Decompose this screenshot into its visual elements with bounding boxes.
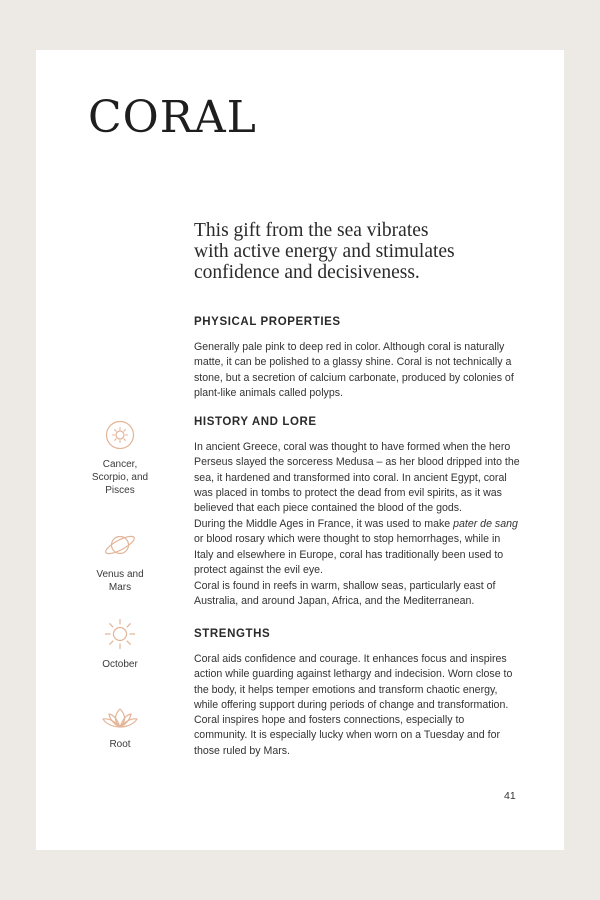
birth-month-info [88, 618, 152, 671]
chakra-info [88, 706, 152, 751]
zodiac-label [88, 458, 152, 497]
planets-line: Venus and [96, 569, 144, 580]
planet-icon [102, 530, 138, 560]
history-paragraph-2 [194, 517, 520, 578]
physical-properties-heading: PHYSICAL PROPERTIES [194, 316, 341, 328]
strengths-text: Coral aids confidence and courage. It enhances focus and inspires action while guarding against lethargy and indecision. Worn close to the body, it helps temper emotions and transform chaotic energy, while offering support during periods of change and transformation. Coral inspires hope and fosters connections, especially to community. It is especially lucky when worn on a Tuesday and for those ruled by Mars. [194, 653, 513, 757]
history-text: During the Middle Ages in France, it was used to make [194, 518, 454, 530]
planets-label [88, 568, 152, 594]
history-italic-term: pater de sang [453, 518, 518, 530]
page-number: 41 [504, 790, 516, 802]
zodiac-info [88, 420, 152, 497]
tagline-line: This gift from the sea vibrates [194, 220, 429, 241]
tagline-line: confidence and decisiveness. [194, 262, 420, 283]
history-text: or blood rosary which were thought to stop hemorrhages, while in Italy and elsewhere in Europe, coral has traditionally been used to protect against the evil eye. [194, 533, 504, 576]
zodiac-line: Pisces [105, 485, 135, 496]
page-title: CORAL [88, 92, 257, 143]
physical-properties-text: Generally pale pink to deep red in color. Although coral is naturally matte, it can be polished to a glassy shine. Coral is not technically a stone, but a secretion of calcium carbonate, produced by colonies of plant-like animals called polyps. [194, 341, 514, 399]
zodiac-sun-icon [105, 420, 135, 450]
planets-info [88, 530, 152, 594]
book-page [36, 50, 564, 850]
zodiac-line: Cancer, [102, 459, 138, 470]
history-paragraph-3: Coral is found in reefs in warm, shallow seas, particularly east of Australia, and around Japan, Africa, and the Mediterranean. [194, 580, 496, 608]
lotus-icon [101, 706, 139, 730]
history-paragraph-1: In ancient Greece, coral was thought to have formed when the hero Perseus slayed the sorceress Medusa – as her blood dripped into the sea, it hardened and transformed into coral. In ancient Egypt, coral was placed in tombs to protect the dead from evil spirits, as it was believed that each piece contained the blood of the gods. [194, 441, 520, 515]
strengths-heading: STRENGTHS [194, 628, 271, 640]
tagline [194, 220, 534, 283]
sun-icon [104, 618, 136, 650]
chakra-label: Root [109, 739, 131, 750]
zodiac-line: Scorpio, and [91, 472, 149, 483]
birth-month-label: October [102, 659, 138, 670]
planets-line: Mars [108, 582, 132, 593]
history-and-lore-heading: HISTORY AND LORE [194, 416, 317, 428]
tagline-line: with active energy and stimulates [194, 241, 455, 262]
